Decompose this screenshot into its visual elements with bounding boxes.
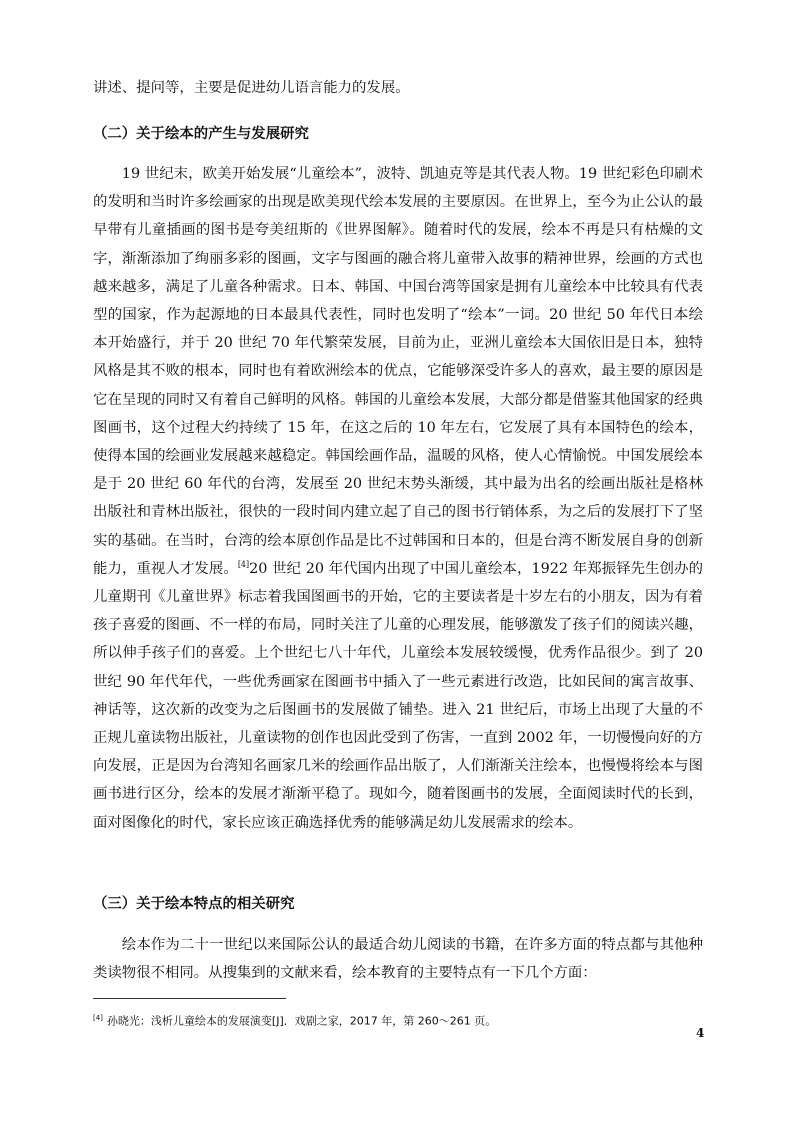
section2-paragraph [93,160,703,837]
page-number: 4 [696,1026,705,1040]
section-heading-2: （二）关于绘本的产生与发展研究 [93,125,309,142]
lead-in-paragraph: 讲述、提问等，主要是促进幼儿语言能力的发展。 [93,80,410,96]
citation-mark: [4] [237,560,250,570]
body-text [93,74,703,102]
section-heading-3: （三）关于绘本特点的相关研究 [93,895,295,912]
section2-text-part1: 19 世纪末，欧美开始发展“儿童绘本”，波特、凯迪克等是其代表人物。19 世纪彩色印刷术的发明和当时许多绘画家的出现是欧美现代绘本发展的主要原因。在世界上，至今为止公认的最早带有儿童插画的图书是夸美纽斯的《世界图解》。随着时代的发展，绘本不再是只有枯燥的文字，渐渐添加了绚丽多彩的图画，文字与图画的融合将儿童带入故事的精神世界，绘画的方式也越来越多，满足了儿童各种需求。日本、韩国、中国台湾等国家是拥有儿童绘本中比较具有代表型的国家，作为起源地的日本最具代表性，同时也发明了“绘本”一词。20 世纪 50 年代日本绘本开始盛行，并于 20 世纪 70 年代繁荣发展，目前为止，亚洲儿童绘本大国依旧是日本，独特风格是其不败的根本，同时也有着欧洲绘本的优点，它能够深受许多人的喜欢，最主要的原因是它在呈现的同时又有着自己鲜明的风格。韩国的儿童绘本发展，大部分都是借鉴其他国家的经典图画书，这个过程大约持续了 15 年，在这之后的 10 年左右，它发展了具有本国特色的绘本，使得本国的绘画业发展越来越稳定。韩国绘画作品，温暖的风格，使人心情愉悦。中国发展绘本是于 20 世纪 60 年代的台湾，发展至 20 世纪末势头渐缓，其中最为出名的绘画出版社是格林出版社和青林出版社，很快的一段时间内建立起了自己的图书行销体系，为之后的发展打下了坚实的基础。在当时，台湾的绘本原创作品是比不过韩国和日本的，但是台湾不断发展自身的创新能力，重视人才发展。 [93,166,703,577]
section3-paragraph: 绘本作为二十一世纪以来国际公认的最适合幼儿阅读的书籍，在许多方面的特点都与其他种类读物很不相同。从搜集到的文献来看，绘本教育的主要特点有一下几个方面： [93,937,703,982]
footnote-divider [93,998,286,999]
footnote [93,1010,496,1030]
footnote-mark: [4] [93,1014,103,1022]
footnote-text: 孙晓光：浅析儿童绘本的发展演变[J]．戏剧之家，2017 年，第 260～261 页。 [106,1014,497,1028]
section2-text-part2: 20 世纪 20 年代国内出现了中国儿童绘本，1922 年郑振铎先生创办的儿童期刊《儿童世界》标志着我国图画书的开始，它的主要读者是十岁左右的小朋友，因为有着孩子喜爱的图画、不一样的布局，同时关注了儿童的心理发展，能够激发了孩子们的阅读兴趣，所以伸手孩子们的喜爱。上个世纪七八十年代，儿童绘本发展较缓慢，优秀作品很少。到了 20 世纪 90 年代年代，一些优秀画家在图画书中插入了一些元素进行改造，比如民间的寓言故事、神话等，这次新的改变为之后图画书的发展做了铺垫。进入 21 世纪后，市场上出现了大量的不正规儿童读物出版社，儿童读物的创作也因此受到了伤害，一直到 2002 年，一切慢慢向好的方向发展，正是因为台湾知名画家几米的绘画作品出版了，人们渐渐关注绘本，也慢慢将绘本与图画书进行区分，绘本的发展才渐渐平稳了。现如今，随着图画书的发展，全面阅读时代的长到，面对图像化的时代，家长应该正确选择优秀的能够满足幼儿发展需求的绘本。 [93,560,703,831]
